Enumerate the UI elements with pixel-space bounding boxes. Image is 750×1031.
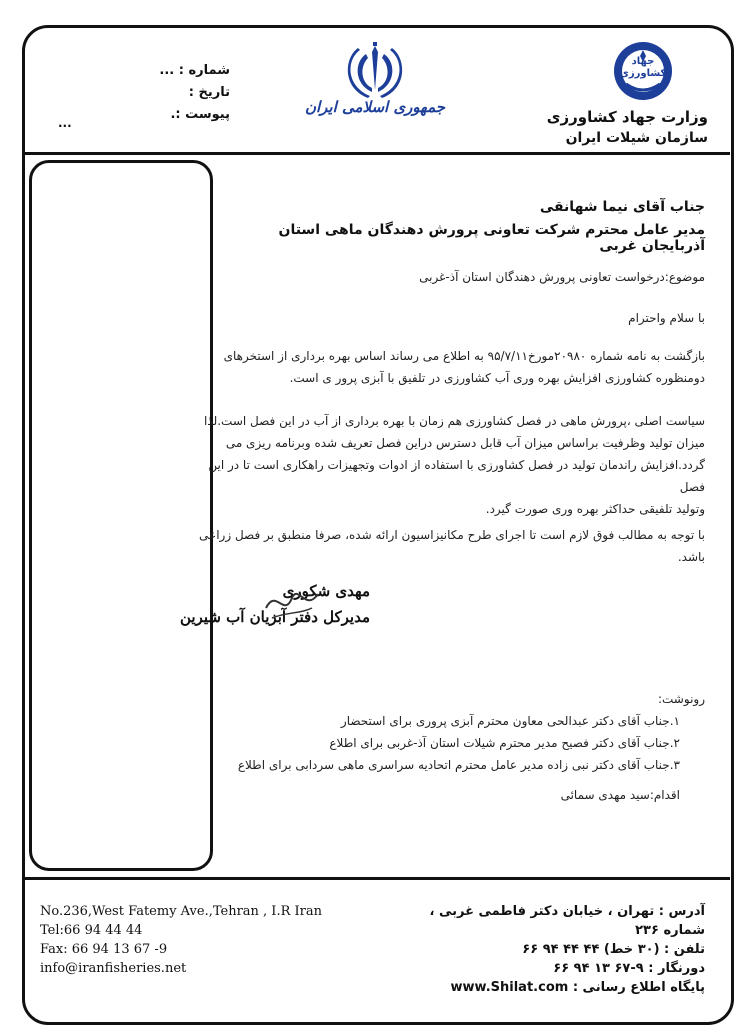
iran-emblem-icon — [342, 40, 408, 102]
signer-title: مدیرکل دفتر آبزیان آب شیرین — [179, 608, 370, 626]
cc-item: ۳.جناب آقای دکتر نبی زاده مدیر عامل محترم اتحادیه سراسری ماهی سردابی برای اطلاع — [237, 758, 680, 772]
cc-label: رونوشت: — [657, 692, 705, 706]
number-label: شماره : ... — [159, 63, 230, 78]
greeting: با سلام واحترام — [628, 311, 705, 325]
recipient-name: جناب آقای نیما شهانقی — [539, 199, 705, 215]
paragraph-line: میزان تولید وظرفیت براساس میزان آب قابل دسترس دراین فصل تعریف شده وبرنامه ریزی می — [225, 436, 705, 450]
ministry-name: وزارت جهاد کشاورزی — [546, 108, 708, 126]
footer-english — [40, 902, 340, 978]
action-line: اقدام:سید مهدی سمائی — [560, 788, 680, 802]
paragraph-line: گردد.افزایش راندمان تولید در فصل کشاورزی با استفاده از ادوات وتجهیزات راهکاری است تا در این فصل — [208, 458, 705, 494]
footer-email-en: info@iranfisheries.net — [40, 961, 187, 976]
signature-mark — [262, 578, 322, 628]
paragraph-line: بازگشت به نامه شماره ۲۰۹۸۰مورخ۹۵/۷/۱۱ به اطلاع می رساند اساس بهره برداری از استخرهای — [223, 349, 705, 363]
paragraph-3 — [180, 524, 705, 568]
footer-tel-fa: تلفن : (۳۰ خط) ۴۴ ۴۴ ۹۴ ۶۶ — [522, 942, 705, 957]
paragraph-line: سیاست اصلی ،پرورش ماهی در فصل کشاورزی هم زمان با بهره برداری از آب در این فصل است.لذا — [203, 414, 705, 428]
number-field — [120, 60, 230, 126]
footer-tel-en: Tel:66 94 44 44 — [40, 923, 143, 938]
cc-list — [215, 710, 680, 776]
footer-fax-fa: دورنگار : ۹-۶۷ ۱۳ ۹۴ ۶۶ — [553, 961, 705, 976]
paragraph-2 — [180, 410, 705, 520]
footer-address-en: No.236,West Fatemy Ave.,Tehran , I.R Iran — [40, 904, 322, 919]
footer-divider — [24, 877, 730, 880]
paragraph-line: وتولید تلفیقی حداکثر بهره وری صورت گیرد. — [485, 502, 705, 516]
date-label: تاریخ : — [188, 85, 230, 100]
cc-item: ۲.جناب آقای دکتر فصیح مدیر محترم شیلات استان آذ-غربی برای اطلاع — [329, 736, 680, 750]
footer-persian — [405, 902, 705, 997]
paragraph-line: با توجه به مطالب فوق لازم است تا اجرای طرح مکانیزاسیون ارائه شده، صرفا منطبق بر فصل زراعی باشد. — [199, 528, 705, 564]
signer-name: مهدی شکوری — [282, 582, 370, 600]
paragraph-line: دومنظوره کشاورزی افزایش بهره وری آب کشاورزی در تلفیق با آبزی پرور ی است. — [289, 371, 705, 385]
footer-fax-en: Fax: 66 94 13 67 -9 — [40, 942, 168, 957]
footer-website-fa: پایگاه اطلاع رسانی : www.Shilat.com — [450, 980, 705, 995]
paragraph-1 — [180, 345, 705, 389]
subject-line: موضوع:درخواست تعاونی پرورش دهندگان استان آذ-غربی — [419, 270, 705, 284]
attachment-value: ... — [58, 116, 72, 130]
attachment-label: پیوست :. — [170, 107, 230, 122]
header-divider — [24, 152, 730, 155]
logo-text: جهاد کشاورزی — [619, 56, 667, 79]
footer-address-fa: آدرس : تهران ، خیابان دکتر فاطمی غربی ، شماره ۲۳۶ — [429, 904, 705, 938]
recipient-title: مدیر عامل محترم شرکت تعاونی پرورش دهندگان ماهی استان آذربایجان غربی — [278, 222, 705, 254]
organization-name: سازمان شیلات ایران — [565, 130, 708, 146]
cc-item: ۱.جناب آقای دکتر عبدالحی معاون محترم آبزی پروری برای استحضار — [340, 714, 680, 728]
republic-title: جمهوری اسلامی ایران — [304, 98, 446, 116]
